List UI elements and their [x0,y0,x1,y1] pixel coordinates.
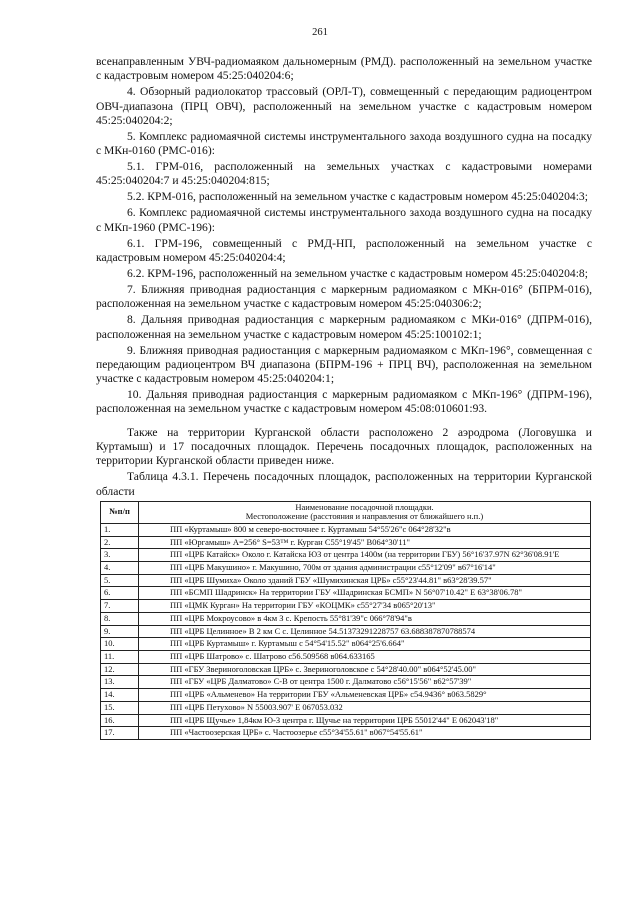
row-number: 9. [101,625,139,638]
row-number: 4. [101,562,139,575]
table-body [101,523,591,739]
row-description-cell [139,689,591,702]
row-description-cell [139,676,591,689]
table-row [101,650,591,663]
table-row [101,663,591,676]
row-description: ПП «ЦРБ Шумиха» Около зданий ГБУ «Шумихинская ЦРБ» с55°23'44.81" в63°28'39.57" [170,574,492,585]
row-number: 13. [101,676,139,689]
paragraph: 5.2. КРМ-016, расположенный на земельном участке с кадастровым номером 45:25:040204:3; [127,190,588,204]
paragraph: всенаправленным УВЧ-радиомаяком дальномерным (РМД). расположенный на земельном участке с кадастровым номером 45:25:040204:6; [96,55,592,83]
row-description-cell [139,612,591,625]
document-body [96,55,592,740]
row-description: ПП «ЦМК Курган» На территории ГБУ «КОЦМК» с55°27'34 в065°20'13" [170,600,436,611]
table-row [101,727,591,740]
table-row [101,523,591,536]
paragraph: 10. Дальняя приводная радиостанция с маркерным радиомаяком с МКп-196° (ДПРМ-196), расположенная на земельном участке с кадастровым номером 45:08:010601:93. [96,388,592,416]
paragraph: 5.1. ГРМ-016, расположенный на земельных участках с кадастровыми номерами 45:25:040204:7 и 45:25:040204:815; [96,160,592,188]
header-title-cell [139,501,591,523]
row-description: ПП «ЦРБ Целинное» В 2 км С с. Целинное 54.51373291228757 63.688387870788574 [170,625,476,636]
table-row [101,600,591,613]
row-description-cell [139,536,591,549]
row-description-cell [139,625,591,638]
table-row [101,612,591,625]
row-number: 15. [101,701,139,714]
row-description: ПП «ЦРБ Куртамыш» г. Куртамыш с 54°54'15.52" в064°25'6.664" [170,638,405,649]
row-number: 16. [101,714,139,727]
page-number: 261 [312,27,328,38]
paragraph: 7. Ближняя приводная радиостанция с маркерным радиомаяком с МКн-016° (БПРМ-016), расположенная на земельном участке с кадастровым номером 45:25:040306:2; [96,282,592,311]
table-row [101,549,591,562]
table-row [101,536,591,549]
landing-sites-table [100,501,591,740]
paragraph: 6.1. ГРМ-196, совмещенный с РМД-НП, расположенный на земельном участке с кадастровым номером 45:25:040204:4; [96,236,592,264]
row-description-cell [139,549,591,562]
row-number: 14. [101,689,139,702]
row-description: ПП «ГБУ Звериноголовская ЦРБ» с. Звериноголовское с 54°28'40.00" в064°52'45.00" [170,663,476,674]
row-description-cell [139,574,591,587]
table-row [101,689,591,702]
row-description: ПП «БСМП Шадринск» На территории ГБУ «Шадринская БСМП» N 56°07'10.42" Е 63°38'06.78" [170,587,522,598]
row-description: ПП «ЦРБ Петухово» N 55003.907' Е 067053.032 [170,701,343,712]
row-number: 2. [101,536,139,549]
table-row [101,638,591,651]
row-description: ПП «ЦРБ Макушино» г. Макушино, 700м от здания администрации с55°12'09" в67°16'14" [170,562,496,573]
table-row [101,701,591,714]
row-number: 7. [101,600,139,613]
header-subtitle: Местоположение (расстояния и направления от ближайшего н.п.) [245,511,484,522]
paragraph: 9. Ближняя приводная радиостанция с маркерным радиомаяком с МКп-196°, совмещенная с передающим радиоцентром ВЧ диапазона (БПРМ-196 + ПРЦ ВЧ), расположенная на земельном участке с кадастровым номером 45:25:040204:1; [96,343,592,386]
row-description: ПП «ЦРБ Мокроусово» в 4км З с. Крепость 55°81'39"с 066°78'94"в [170,612,412,623]
paragraph: 8. Дальняя приводная радиостанция с маркерным радиомаяком с МКи-016° (ДПРМ-016), расположенная на земельном участке с кадастровым номером 45:25:100102:1; [96,313,592,341]
row-description: ПП «Куртамыш» 800 м северо-восточнее г. Куртамыш 54°55'26"с 064°28'32"в [170,523,451,534]
row-number: 1. [101,523,139,536]
row-description: ПП «Юргамыш» А=256° S=53™ г. Курган С55°19'45" В064°30'11" [170,536,411,547]
row-description-cell [139,663,591,676]
table-row [101,587,591,600]
row-number: 12. [101,663,139,676]
table-header-row [101,501,591,523]
paragraph-list [96,55,592,469]
paragraph: 5. Комплекс радиомаячной системы инструментального захода воздушного судна на посадку с МКн-0160 (РМС-016): [96,129,592,158]
row-number: 10. [101,638,139,651]
header-title: Наименование посадочной площадки. [295,501,434,512]
row-number: 8. [101,612,139,625]
row-description: ПП «ЦРБ «Альменево» На территории ГБУ «Альменевская ЦРБ» с54.9436° в063.5829° [170,689,487,700]
table-caption: Таблица 4.3.1. Перечень посадочных площадок, расположенных на территории Курганской области [96,470,592,498]
row-description-cell [139,562,591,575]
paragraph: 4. Обзорный радиолокатор трассовый (ОРЛ-Т), совмещенный с передающим радиоцентром ОВЧ-диапазона (ПРЦ ОВЧ), расположенный на земельном участке с кадастровым номером 45:25:040204:2; [96,85,592,127]
row-description-cell [139,650,591,663]
row-description-cell [139,523,591,536]
table-row [101,625,591,638]
row-description-cell [139,638,591,651]
row-description: ПП «Частоозерская ЦРБ» с. Частоозерье с55°34'55.61" в067°54'55.61" [170,727,423,738]
row-description-cell [139,727,591,740]
paragraph: Также на территории Курганской области расположено 2 аэродрома (Логовушка и Куртамыш) и 17 посадочных площадок. Перечень посадочных площадок, расположенных на территории Курганской области приведен ниже. [96,425,592,468]
row-description: ПП «ЦРБ Катайск» Около г. Катайска ЮЗ от центра 1400м (на территории ГБУ) 56°16'37.97N 62°36'08.91'Е [170,549,560,560]
row-description-cell [139,600,591,613]
row-number: 11. [101,650,139,663]
row-description: ПП «ГБУ «ЦРБ Далматово» С-В от центра 1500 г. Далматово с56°15'56" в62°57'39" [170,676,472,687]
row-number: 6. [101,587,139,600]
table-row [101,562,591,575]
row-number: 5. [101,574,139,587]
row-description-cell [139,587,591,600]
row-description-cell [139,701,591,714]
row-number: 3. [101,549,139,562]
row-description-cell [139,714,591,727]
table-row [101,714,591,727]
row-number: 17. [101,727,139,740]
header-number: №п/п [101,501,139,523]
row-description: ПП «ЦРБ Шатрово» с. Шатрово с56.509568 в064.633165 [170,650,375,661]
row-description: ПП «ЦРБ Щучье» 1,84км Ю-З центра г. Щучье на территории ЦРБ 55012'44" Е 062043'18" [170,714,499,725]
paragraph: 6.2. КРМ-196, расположенный на земельном участке с кадастровым номером 45:25:040204:8; [127,266,588,280]
paragraph: 6. Комплекс радиомаячной системы инструментального захода воздушного судна на посадку с МКп-1960 (РМС-196): [96,206,592,234]
table-row [101,676,591,689]
table-row [101,574,591,587]
